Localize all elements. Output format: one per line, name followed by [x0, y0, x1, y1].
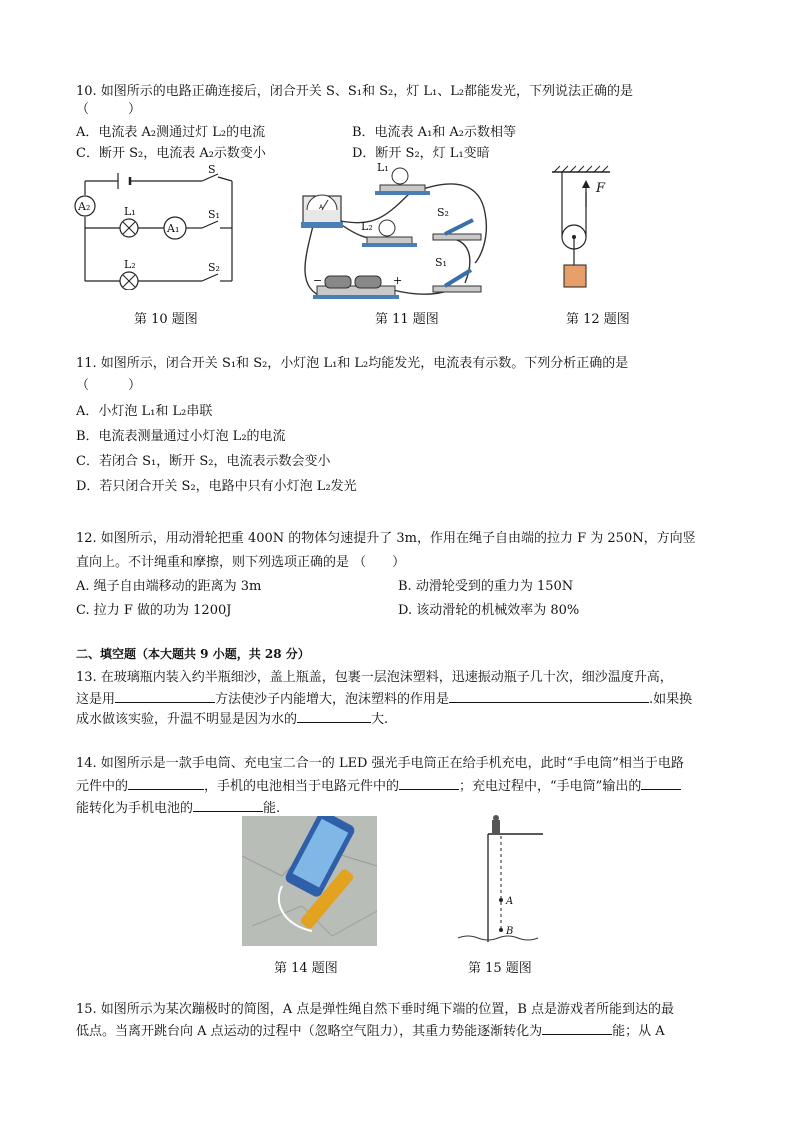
q14-line3-part2: 能.: [263, 801, 281, 816]
switch-s2-label: S₂: [208, 261, 220, 274]
point-b-marker: [499, 928, 503, 932]
weight-block: [564, 265, 586, 287]
q14-line2-part1: 元件中的: [76, 779, 129, 794]
switch-s1-label: S₁: [208, 208, 220, 221]
q15-line2: [76, 1020, 665, 1039]
fig15-bungee-diagram: [448, 812, 548, 947]
q13-line3-part1: 成水做该实验，升温不明显是因为水的: [76, 712, 298, 727]
point-a-label: A: [506, 896, 514, 907]
jumper-figure: [492, 820, 500, 834]
fig11-s2-label: S₂: [437, 206, 449, 219]
q11-option-a: A．小灯泡 L₁和 L₂串联: [76, 404, 213, 419]
q10-option-b: B．电流表 A₁和 A₂示数相等: [352, 125, 517, 140]
q13-line3-part2: 大.: [371, 712, 389, 727]
force-arrow-icon: [582, 180, 590, 188]
fig11-l2-label: L₂: [361, 220, 373, 233]
q12-option-a: A. 绳子自由端移动的距离为 3m: [76, 579, 262, 594]
q13-line1: 13. 在玻璃瓶内装入约半瓶细沙，盖上瓶盖，包裹一层泡沫塑料，迅速振动瓶子几十次，细沙温度升高，: [76, 670, 673, 685]
fig14-caption: 第 14 题图: [274, 961, 338, 976]
q14-line3-part1: 能转化为手机电池的: [76, 801, 194, 816]
point-b-label: B: [506, 926, 514, 937]
q15-blank-1: [542, 1022, 612, 1035]
fig10-circuit-diagram: [70, 165, 245, 290]
ammeter-device: [301, 195, 343, 228]
q10-stem: 10. 如图所示的电路正确连接后，闭合开关 S、S₁和 S₂，灯 L₁、L₂都能发光，下列说法正确的是: [76, 84, 634, 99]
switch-s1-device: [433, 270, 481, 292]
q11-answer-paren: （ ）: [76, 378, 142, 393]
battery-minus-label: −: [313, 274, 323, 287]
q10-option-d: D．断开 S₂，灯 L₁变暗: [352, 146, 490, 161]
q10-answer-paren: （ ）: [76, 102, 142, 117]
q14-line2-part2: ，手机的电池相当于电路元件中的: [204, 779, 400, 794]
q14-blank-2: [399, 777, 459, 790]
q12-stem-line2: 直向上。不计绳重和摩擦，则下列选项正确的是 （ ）: [76, 555, 406, 570]
q11-option-d: D．若只闭合开关 S₂，电路中只有小灯泡 L₂发光: [76, 479, 357, 494]
fig11-l1-label: L₁: [377, 161, 389, 174]
q14-line2: [76, 775, 681, 794]
switch-s-label: S: [208, 165, 216, 176]
ammeter-device-label: A: [319, 204, 324, 211]
fig12-caption: 第 12 题图: [566, 312, 630, 327]
q14-line3: [76, 797, 280, 816]
q13-blank-3: [297, 710, 371, 723]
q12-option-b: B. 动滑轮受到的重力为 150N: [398, 579, 574, 594]
q13-blank-1: [115, 690, 215, 703]
ammeter-a1-label: A₁: [167, 222, 180, 235]
q13-line3: [76, 708, 388, 727]
q12-option-d: D. 该动滑轮的机械效率为 80%: [398, 603, 580, 618]
q14-blank-3: [641, 777, 681, 790]
q12-option-c: C. 拉力 F 做的功为 1200J: [76, 603, 232, 618]
lamp-l2-label: L₂: [124, 258, 136, 271]
q10-option-a: A．电流表 A₂测通过灯 L₂的电流: [76, 125, 266, 140]
fig10-caption: 第 10 题图: [134, 312, 198, 327]
q15-line2-part1: 低点。当离开跳台向 A 点运动的过程中（忽略空气阻力），其重力势能逐渐转化为: [76, 1024, 543, 1039]
q13-line2: [76, 688, 692, 707]
battery-pack-device: [313, 276, 399, 299]
lamp-l2-symbol: [120, 272, 138, 290]
q13-line2-part2: 方法使沙子内能增大，泡沫塑料的作用是: [215, 692, 450, 707]
fig11-caption: 第 11 题图: [375, 312, 439, 327]
q15-line1: 15. 如图所示为某次蹦极时的简图，A 点是弹性绳自然下垂时绳下端的位置，B 点是游戏者所能到达的最: [76, 1002, 675, 1017]
q14-blank-1: [128, 777, 204, 790]
switch-s2-device: [433, 220, 481, 240]
lamp-l1-symbol: [120, 219, 138, 237]
q12-stem-line1: 12. 如图所示，用动滑轮把重 400N 的物体匀速提升了 3m，作用在绳子自由端的拉力 F 为 250N，方向竖: [76, 531, 696, 546]
fig11-physical-circuit: [295, 158, 495, 303]
point-a-marker: [499, 898, 503, 902]
fig12-pulley-diagram: [542, 162, 622, 302]
q14-line1: 14. 如图所示是一款手电筒、充电宝二合一的 LED 强光手电筒正在给手机充电，此时“手电筒”相当于电路: [76, 756, 684, 771]
q14-line2-part3: ；充电过程中，“手电筒”输出的: [459, 779, 642, 794]
ammeter-a2-label: A₂: [78, 200, 91, 213]
q13-line2-part1: 这是用: [76, 692, 116, 707]
q14-blank-4: [193, 799, 263, 812]
force-f-label: F: [596, 181, 606, 196]
q11-stem: 11. 如图所示，闭合开关 S₁和 S₂，小灯泡 L₁和 L₂均能发光，电流表有示数。下列分析正确的是: [76, 356, 629, 371]
q11-option-b: B．电流表测量通过小灯泡 L₂的电流: [76, 429, 286, 444]
section-fill-in-title: 二、填空题（本大题共 9 小题，共 28 分）: [76, 647, 310, 661]
q13-blank-2: [449, 690, 649, 703]
battery-plus-label: +: [393, 274, 403, 287]
q15-line2-part2: 能；从 A: [612, 1024, 665, 1039]
q10-option-c: C．断开 S₂，电流表 A₂示数变小: [76, 146, 266, 161]
lamp-l1-label: L₁: [124, 205, 136, 218]
q13-line2-part3: .如果换: [649, 692, 693, 707]
q11-option-c: C．若闭合 S₁，断开 S₂，电流表示数会变小: [76, 454, 331, 469]
fig15-caption: 第 15 题图: [468, 961, 532, 976]
fig14-photo: [242, 816, 377, 946]
fig11-s1-label: S₁: [435, 256, 447, 269]
